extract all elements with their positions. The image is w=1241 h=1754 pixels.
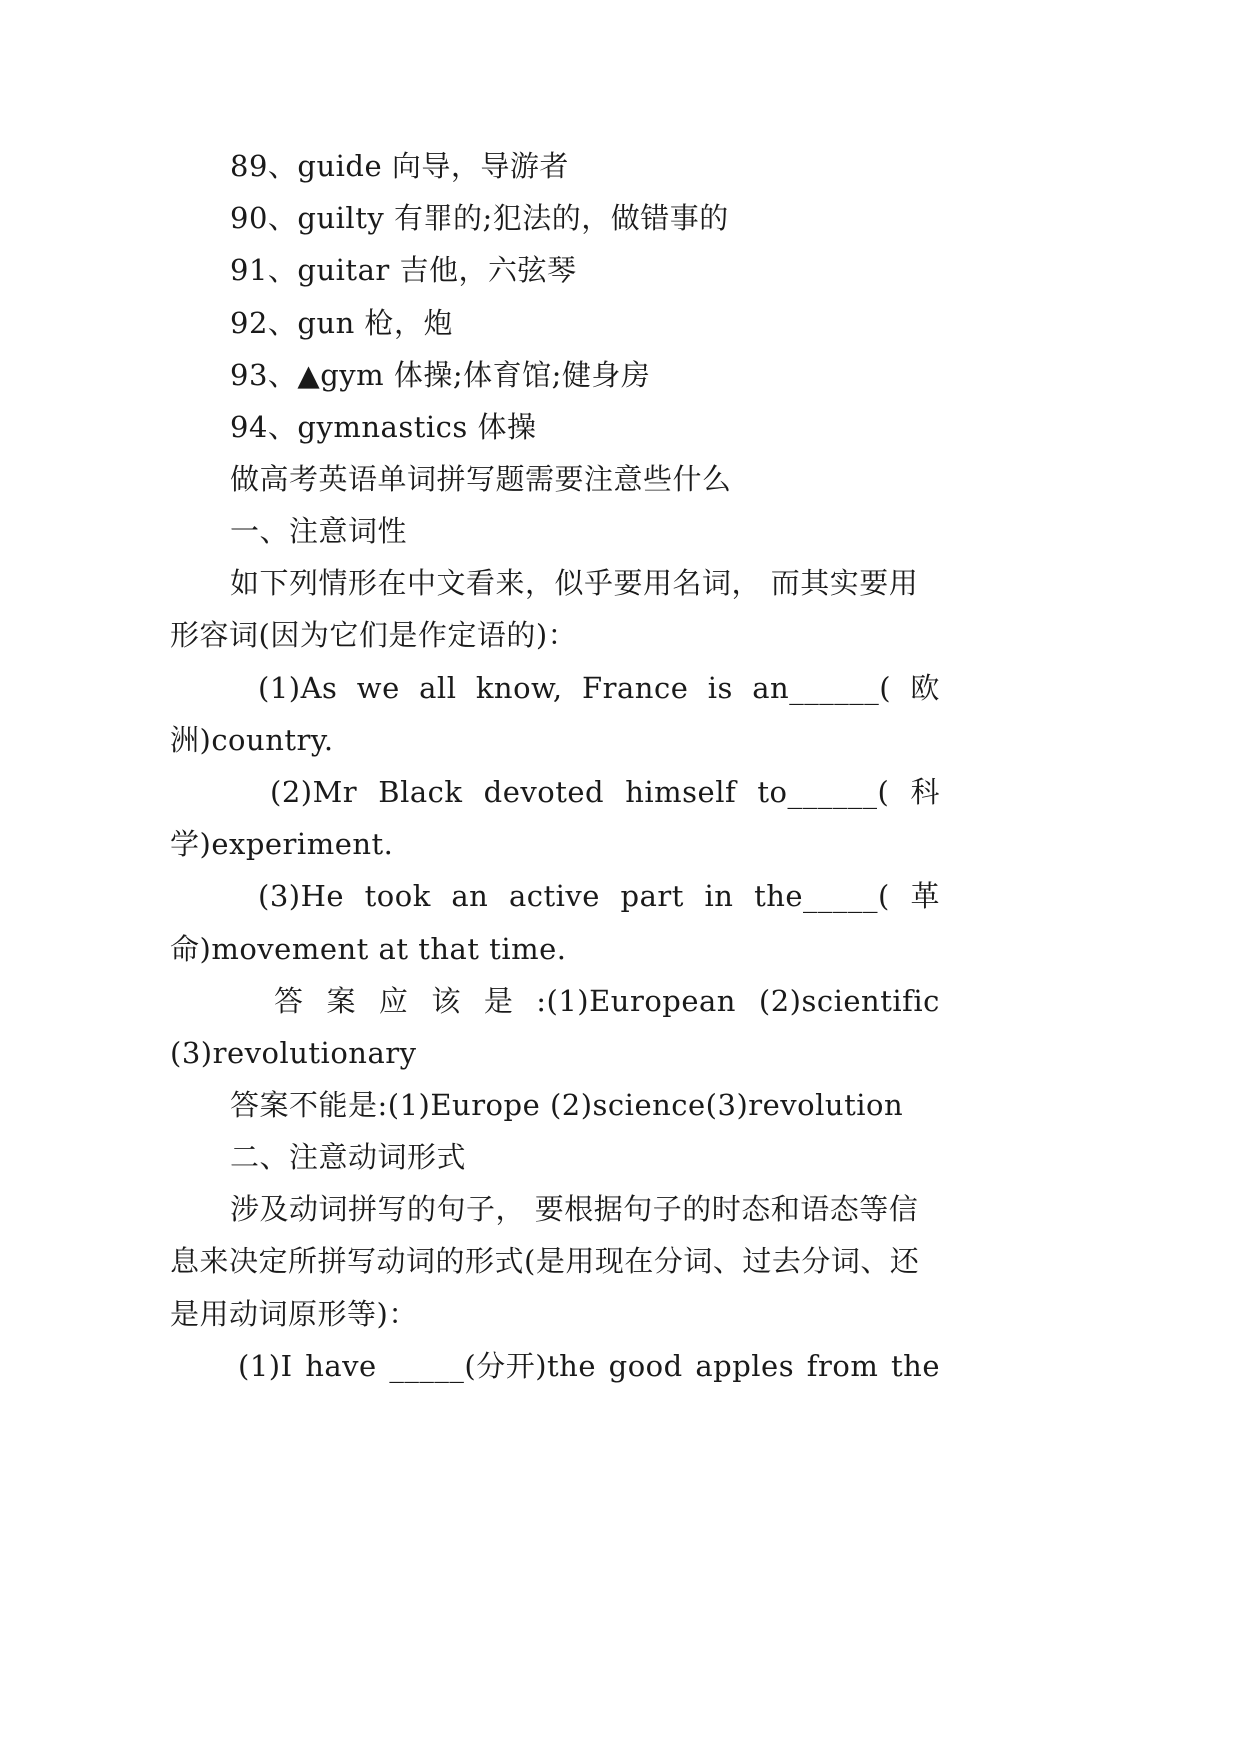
word: know, — [475, 671, 563, 705]
example1-line1 — [258, 668, 940, 708]
section-heading: 做高考英语单词拼写题需要注意些什么 — [230, 462, 732, 496]
word: 该 — [431, 984, 461, 1018]
vocab-item-89: 89、guide 向导，导游者 — [230, 149, 569, 183]
word: the — [890, 1349, 940, 1383]
vocab-item-92: 92、gun 枪，炮 — [230, 306, 454, 340]
word: in — [704, 879, 734, 913]
word: devoted — [483, 775, 605, 809]
example2-line1 — [270, 772, 940, 812]
section1-title: 一、注意词性 — [230, 514, 408, 548]
word: _____(分开)the — [389, 1349, 596, 1383]
word: (3)He — [258, 879, 345, 913]
word: we — [356, 671, 400, 705]
word: 应 — [378, 984, 409, 1018]
word: all — [419, 671, 457, 705]
word: himself — [625, 775, 737, 809]
word: from — [806, 1349, 879, 1383]
section2-intro-line1: 涉及动词拼写的句子， 要根据句子的时态和语态等信 — [230, 1192, 919, 1226]
vocab-item-90: 90、guilty 有罪的;犯法的，做错事的 — [230, 201, 729, 235]
word: the_____( — [754, 879, 890, 913]
example2-line2: 学)experiment. — [170, 827, 394, 861]
word: France — [582, 671, 689, 705]
wrong-answer: 答案不能是:(1)Europe (2)science(3)revolution — [230, 1088, 904, 1122]
word: part — [620, 879, 684, 913]
word: is — [707, 671, 733, 705]
word: 答 — [274, 984, 304, 1018]
word: 欧 — [910, 671, 940, 705]
word: 革 — [910, 879, 940, 913]
example3-line1 — [258, 876, 940, 916]
word: 案 — [326, 984, 356, 1018]
word: (2)Mr — [270, 775, 358, 809]
answer-line2: (3)revolutionary — [170, 1036, 417, 1070]
word: have — [305, 1349, 377, 1383]
section2-intro-line2: 息来决定所拼写动词的形式(是用现在分词、过去分词、还 — [170, 1244, 920, 1278]
word: an — [451, 879, 489, 913]
word: 是 — [483, 984, 514, 1018]
word: apples — [695, 1349, 795, 1383]
section2-intro-line3: 是用动词原形等)： — [170, 1297, 418, 1331]
example3-line2: 命)movement at that time. — [170, 932, 567, 966]
section2-example1-line1 — [238, 1346, 940, 1386]
word: (1)I — [238, 1349, 293, 1383]
answer-line1 — [274, 981, 940, 1021]
vocab-item-93: 93、▲gym 体操;体育馆;健身房 — [230, 358, 651, 392]
word: took — [364, 879, 431, 913]
section1-intro-line2: 形容词(因为它们是作定语的)： — [170, 618, 578, 652]
example1-line2: 洲)country. — [170, 723, 334, 757]
word: active — [508, 879, 600, 913]
word: Black — [378, 775, 463, 809]
vocab-item-94: 94、gymnastics 体操 — [230, 410, 537, 444]
section2-title: 二、注意动词形式 — [230, 1140, 467, 1174]
section1-intro-line1: 如下列情形在中文看来，似乎要用名词， 而其实要用 — [230, 566, 919, 600]
word: :(1)European — [536, 984, 736, 1018]
vocab-item-91: 91、guitar 吉他，六弦琴 — [230, 253, 577, 287]
word: (2)scientific — [758, 984, 940, 1018]
word: to______( — [757, 775, 890, 809]
word: (1)As — [258, 671, 338, 705]
word: 科 — [910, 775, 940, 809]
word: an______( — [752, 671, 892, 705]
word: good — [608, 1349, 683, 1383]
